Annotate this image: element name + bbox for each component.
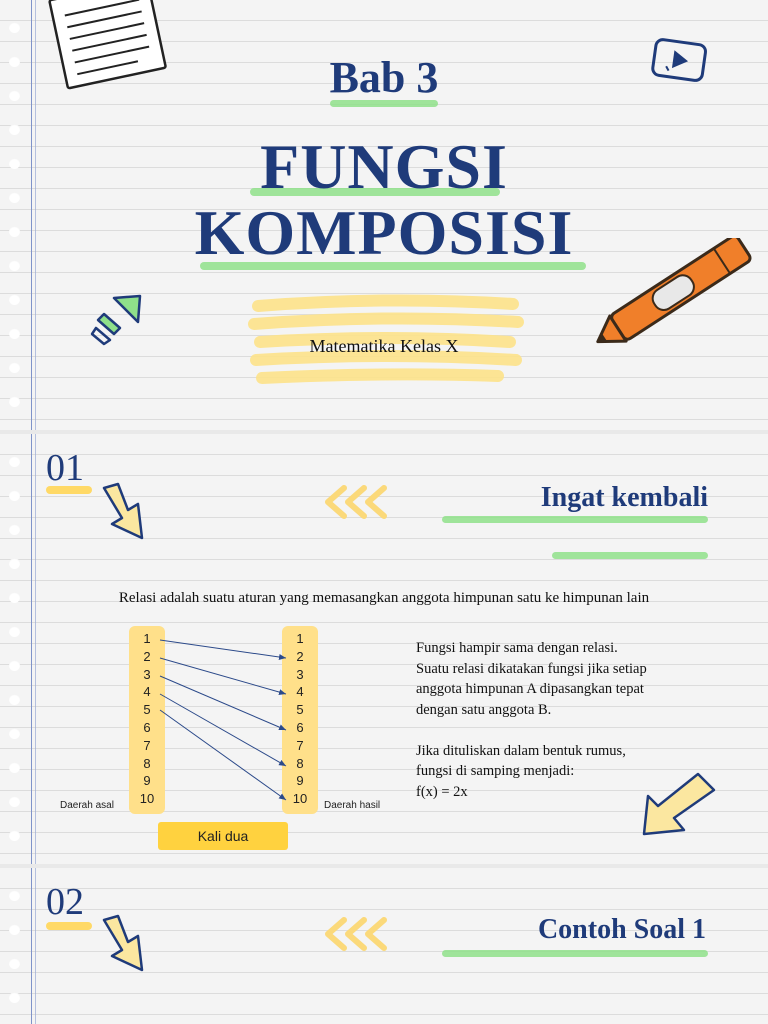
explanation-line: Suatu relasi dikatakan fungsi jika setiap	[416, 660, 647, 677]
section-heading: Ingat kembali	[540, 482, 708, 513]
map-arrow	[160, 640, 286, 658]
slide-ingat-kembali	[0, 434, 768, 864]
arrow-down-icon	[98, 914, 154, 976]
codomain-value: 5	[296, 702, 304, 718]
domain-value: 8	[143, 755, 151, 771]
margin-line	[35, 868, 36, 1024]
relation-rule-label: Kali dua	[197, 828, 249, 844]
explanation-line	[416, 720, 716, 741]
domain-value: 9	[143, 773, 151, 789]
relation-rule-badge	[158, 822, 288, 850]
arrow-down-left-icon	[636, 770, 720, 842]
codomain-label: Daerah hasil	[324, 800, 381, 811]
explanation-line: Jika dituliskan dalam bentuk rumus,	[416, 742, 626, 759]
title-line-2: KOMPOSISI	[194, 197, 574, 268]
explanation-line: dengan satu anggota B.	[416, 701, 552, 718]
formula: f(x) = 2x	[416, 783, 468, 800]
explanation-line: Fungsi hampir sama dengan relasi.	[416, 640, 618, 656]
codomain-value: 1	[296, 631, 304, 646]
codomain-value: 2	[296, 648, 304, 664]
domain-value: 5	[143, 702, 151, 718]
codomain-value: 3	[296, 666, 304, 682]
codomain-value: 10	[292, 791, 308, 807]
chevrons-left-icon	[322, 916, 394, 952]
binder-holes	[9, 868, 21, 1024]
slide-title	[0, 0, 768, 430]
map-arrow	[160, 676, 286, 730]
section-number: 02	[46, 881, 84, 923]
domain-value: 4	[143, 684, 151, 700]
chapter-label: Bab 3	[329, 53, 439, 102]
domain-value: 7	[143, 737, 151, 753]
codomain-value: 8	[296, 755, 304, 771]
codomain-value: 6	[296, 720, 304, 735]
relation-definition: Relasi adalah suatu aturan yang memasangkan anggota himpunan satu ke himpunan lain	[118, 590, 650, 606]
section-number: 01	[46, 447, 84, 489]
domain-value: 6	[143, 720, 151, 735]
crayon-icon	[582, 238, 764, 350]
section-heading: Contoh Soal 1	[537, 914, 706, 945]
codomain-value: 9	[296, 773, 304, 789]
slide-contoh-soal	[0, 868, 768, 1024]
map-arrow	[160, 658, 286, 694]
explanation-line: fungsi di samping menjadi:	[416, 763, 575, 779]
codomain-value: 4	[296, 684, 304, 700]
margin-line	[31, 868, 32, 1024]
subtitle: Matematika Kelas X	[309, 336, 459, 356]
domain-value: 10	[139, 791, 155, 807]
domain-value: 3	[143, 666, 151, 682]
domain-value: 2	[143, 648, 151, 664]
domain-label: Daerah asal	[60, 800, 114, 811]
explanation-line: anggota himpunan A dipasangkan tepat	[416, 681, 644, 697]
domain-value: 1	[143, 631, 151, 646]
title-line-1: FUNGSI	[260, 131, 508, 202]
codomain-value: 7	[296, 737, 304, 753]
